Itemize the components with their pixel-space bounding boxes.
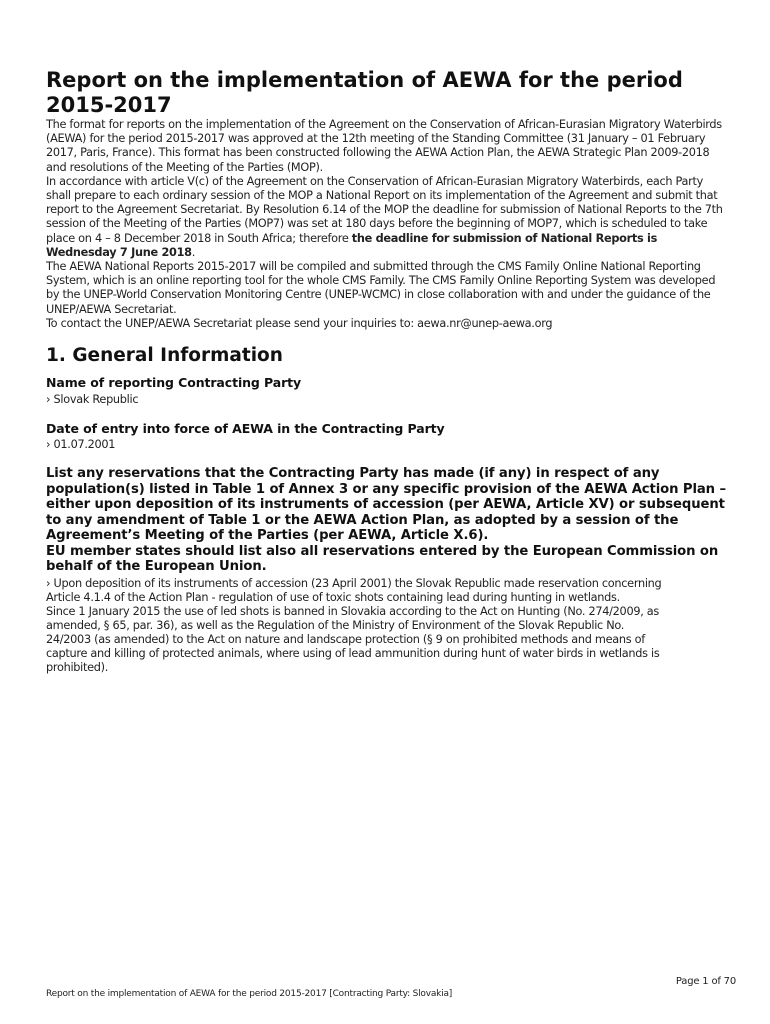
question-contracting-party-label: Name of reporting Contracting Party xyxy=(46,375,302,391)
intro-deadline-text: In accordance with article V(c) of the Agreement on the Conservation of African-Eurasian Migratory Waterbirds, each Party shall prepare to each ordinary session of the MOP a National Report on its implementation of the Agreement and submit that report to the Agreement Secretariat. By Resolution 6.14 of the MOP the deadline for submission of National Reports to the 7th session of the Meeting of the Parties (MOP7) was set at 180 days before the beginning of MOP7, which is scheduled to take place on 4 – 8 December 2018 in South Africa; therefore xyxy=(46,174,723,245)
intro-deadline-end: . xyxy=(191,245,196,259)
page-title: Report on the implementation of AEWA for the period 2015-2017 xyxy=(46,68,683,117)
reservations-answer-paragraph-2: Since 1 January 2015 the use of led shots is banned in Slovakia according to the Act on Hunting (No. 274/2009, as amended, § 65, par. 36), as well as the Regulation of the Ministry of Environment of the Slovak Republic No. 24/2003 (as amended) to the Act on nature and landscape protection (§ 9 on prohibited methods and means of capture and killing of protected animals, where using of lead ammunition during hunt of water birds in wetlands is prohibited). xyxy=(46,604,660,674)
question-entry-into-force-label: Date of entry into force of AEWA in the Contracting Party xyxy=(46,420,445,436)
section-heading-general-information: 1. General Information xyxy=(46,345,283,367)
footer-page-number: Page 1 of 70 xyxy=(675,976,736,987)
intro-paragraph-deadline xyxy=(46,175,726,260)
reservations-answer-paragraph-1: › Upon deposition of its instruments of accession (23 April 2001) the Slovak Republic made reservation concerning Article 4.1.4 of the Action Plan - regulation of use of toxic shots containing lead during hunting in wetlands. xyxy=(46,576,662,604)
question-reservations-answer xyxy=(46,577,666,675)
report-page xyxy=(46,68,726,675)
intro-paragraph-format: The format for reports on the implementation of the Agreement on the Conservation of African-Eurasian Migratory Waterbirds (AEWA) for the period 2015-2017 was approved at the 12th meeting of the Standing Committee (31 January – 01 February 2017, Paris, France). This format has been constructed following the AEWA Action Plan, the AEWA Strategic Plan 2009-2018 and resolutions of the Meeting of the Parties (MOP). xyxy=(46,118,722,174)
question-contracting-party-answer: › Slovak Republic xyxy=(46,392,139,406)
footer-document-label: Report on the implementation of AEWA for the period 2015-2017 [Contracting Party: Slovakia] xyxy=(46,989,453,999)
question-reservations-eu-label: EU member states should list also all reservations entered by the European Commission on behalf of the European Union. xyxy=(46,543,719,575)
intro-paragraph-system: The AEWA National Reports 2015-2017 will be compiled and submitted through the CMS Family Online National Reporting System, which is an online reporting tool for the whole CMS Family. The CMS Family Online Reporting System was developed by the UNEP-World Conservation Monitoring Centre (UNEP-WCMC) in close collaboration with and under the guidance of the UNEP/AEWA Secretariat. xyxy=(46,260,716,316)
question-entry-into-force-answer: › 01.07.2001 xyxy=(46,438,116,452)
question-reservations-label: List any reservations that the Contracting Party has made (if any) in respect of any population(s) listed in Table 1 of Annex 3 or any specific provision of the AEWA Action Plan – either upon deposition of its instruments of accession (per AEWA, Article XV) or subsequent to any amendment of Table 1 or the AEWA Action Plan, as adopted by a session of the Agreement’s Meeting of the Parties (per AEWA, Article X.6). xyxy=(46,466,726,544)
intro-paragraph-contact: To contact the UNEP/AEWA Secretariat please send your inquiries to: aewa.nr@unep-aewa.org xyxy=(46,316,553,330)
intro-deadline-bold: the deadline for submission of National Reports is Wednesday 7 June 2018 xyxy=(46,231,658,259)
